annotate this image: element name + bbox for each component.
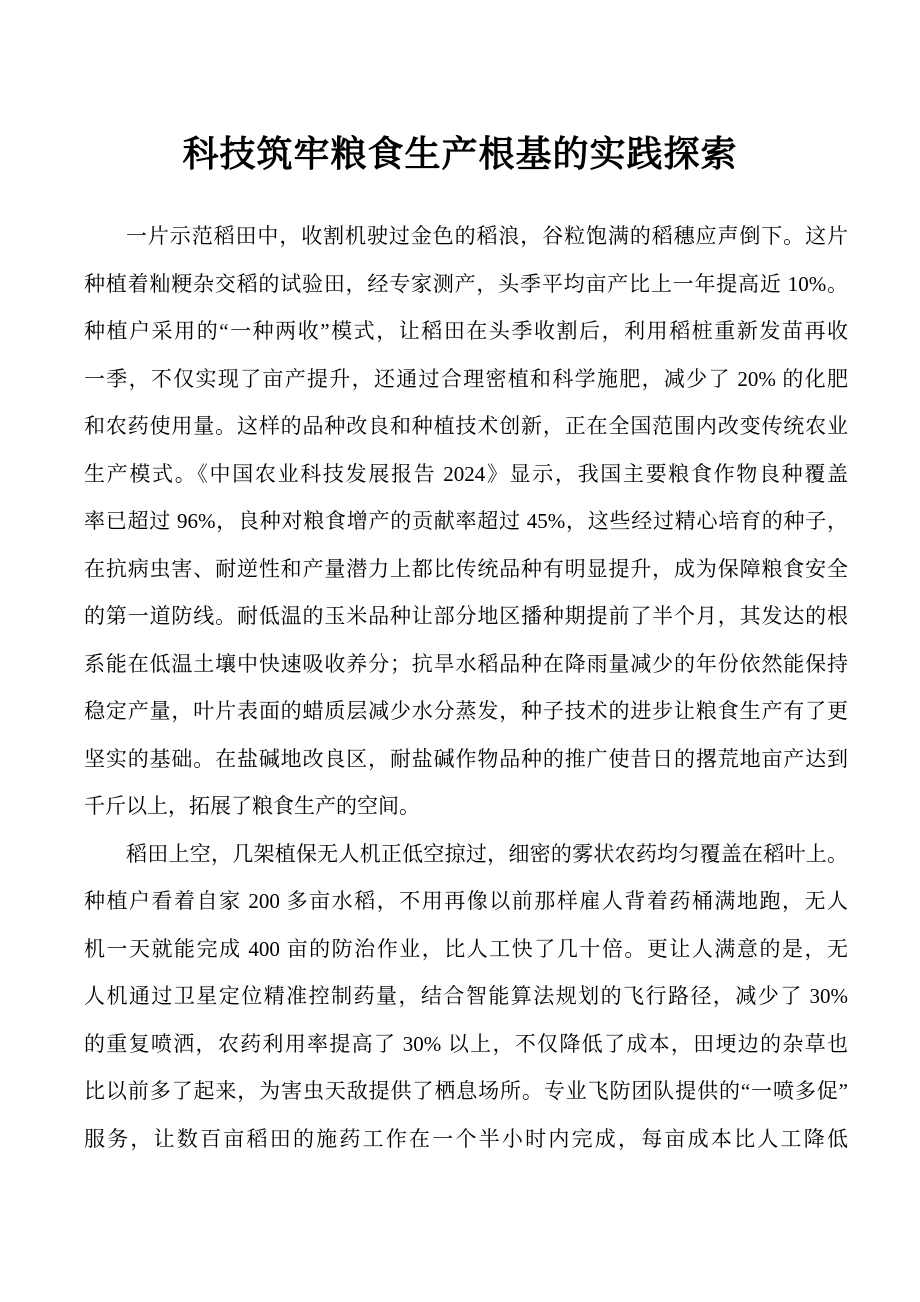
text-line: 生产模式。《中国农业科技发展报告 2024》显示，我国主要粮食作物良种覆盖 bbox=[84, 461, 848, 486]
text-line: 率已超过 96%，良种对粮食增产的贡献率超过 45%，这些经过精心培育的种子， bbox=[84, 509, 848, 533]
text-line: 坚实的基础。在盐碱地改良区，耐盐碱作物品种的推广使昔日的撂荒地亩产达到 bbox=[84, 746, 848, 771]
text-line: 种植着籼粳杂交稻的试验田，经专家测产，头季平均亩产比上一年提高近 10%。 bbox=[84, 271, 848, 296]
text-line: 一季，不仅实现了亩产提升，还通过合理密植和科学施肥，减少了 20% 的化肥 bbox=[84, 366, 848, 391]
text-line: 比以前多了起来，为害虫天敌提供了栖息场所。专业飞防团队提供的“一喷多促” bbox=[84, 1079, 848, 1103]
text-line: 系能在低温土壤中快速吸收养分；抗旱水稻品种在降雨量减少的年份依然能保持 bbox=[84, 651, 848, 676]
text-line: 千斤以上，拓展了粮食生产的空间。 bbox=[84, 794, 420, 818]
text-line: 在抗病虫害、耐逆性和产量潜力上都比传统品种有明显提升，成为保障粮食安全 bbox=[84, 556, 848, 581]
document-title: 科技筑牢粮食生产根基的实践探索 bbox=[182, 133, 738, 174]
text-line: 稻田上空，几架植保无人机正低空掠过，细密的雾状农药均匀覆盖在稻叶上。 bbox=[126, 841, 848, 866]
text-line: 的第一道防线。耐低温的玉米品种让部分地区播种期提前了半个月，其发达的根 bbox=[84, 604, 848, 628]
text-line: 的重复喷洒，农药利用率提高了 30% 以上，不仅降低了成本，田埂边的杂草也 bbox=[84, 1031, 848, 1056]
text-line: 服务，让数百亩稻田的施药工作在一个半小时内完成，每亩成本比人工降低 bbox=[84, 1126, 848, 1151]
text-line: 一片示范稻田中，收割机驶过金色的稻浪，谷粒饱满的稻穗应声倒下。这片 bbox=[126, 224, 848, 248]
document-body bbox=[0, 213, 920, 1163]
text-line: 机一天就能完成 400 亩的防治作业，比人工快了几十倍。更让人满意的是，无 bbox=[84, 936, 848, 961]
text-line: 种植户采用的“一种两收”模式，让稻田在头季收割后，利用稻桩重新发苗再收 bbox=[84, 319, 848, 343]
text-line: 稳定产量，叶片表面的蜡质层减少水分蒸发，种子技术的进步让粮食生产有了更 bbox=[84, 699, 848, 723]
text-line: 种植户看着自家 200 多亩水稻，不用再像以前那样雇人背着药桶满地跑，无人 bbox=[84, 889, 848, 913]
text-line: 人机通过卫星定位精准控制药量，结合智能算法规划的飞行路径，减少了 30% bbox=[84, 984, 848, 1008]
text-line: 和农药使用量。这样的品种改良和种植技术创新，正在全国范围内改变传统农业 bbox=[84, 414, 848, 438]
